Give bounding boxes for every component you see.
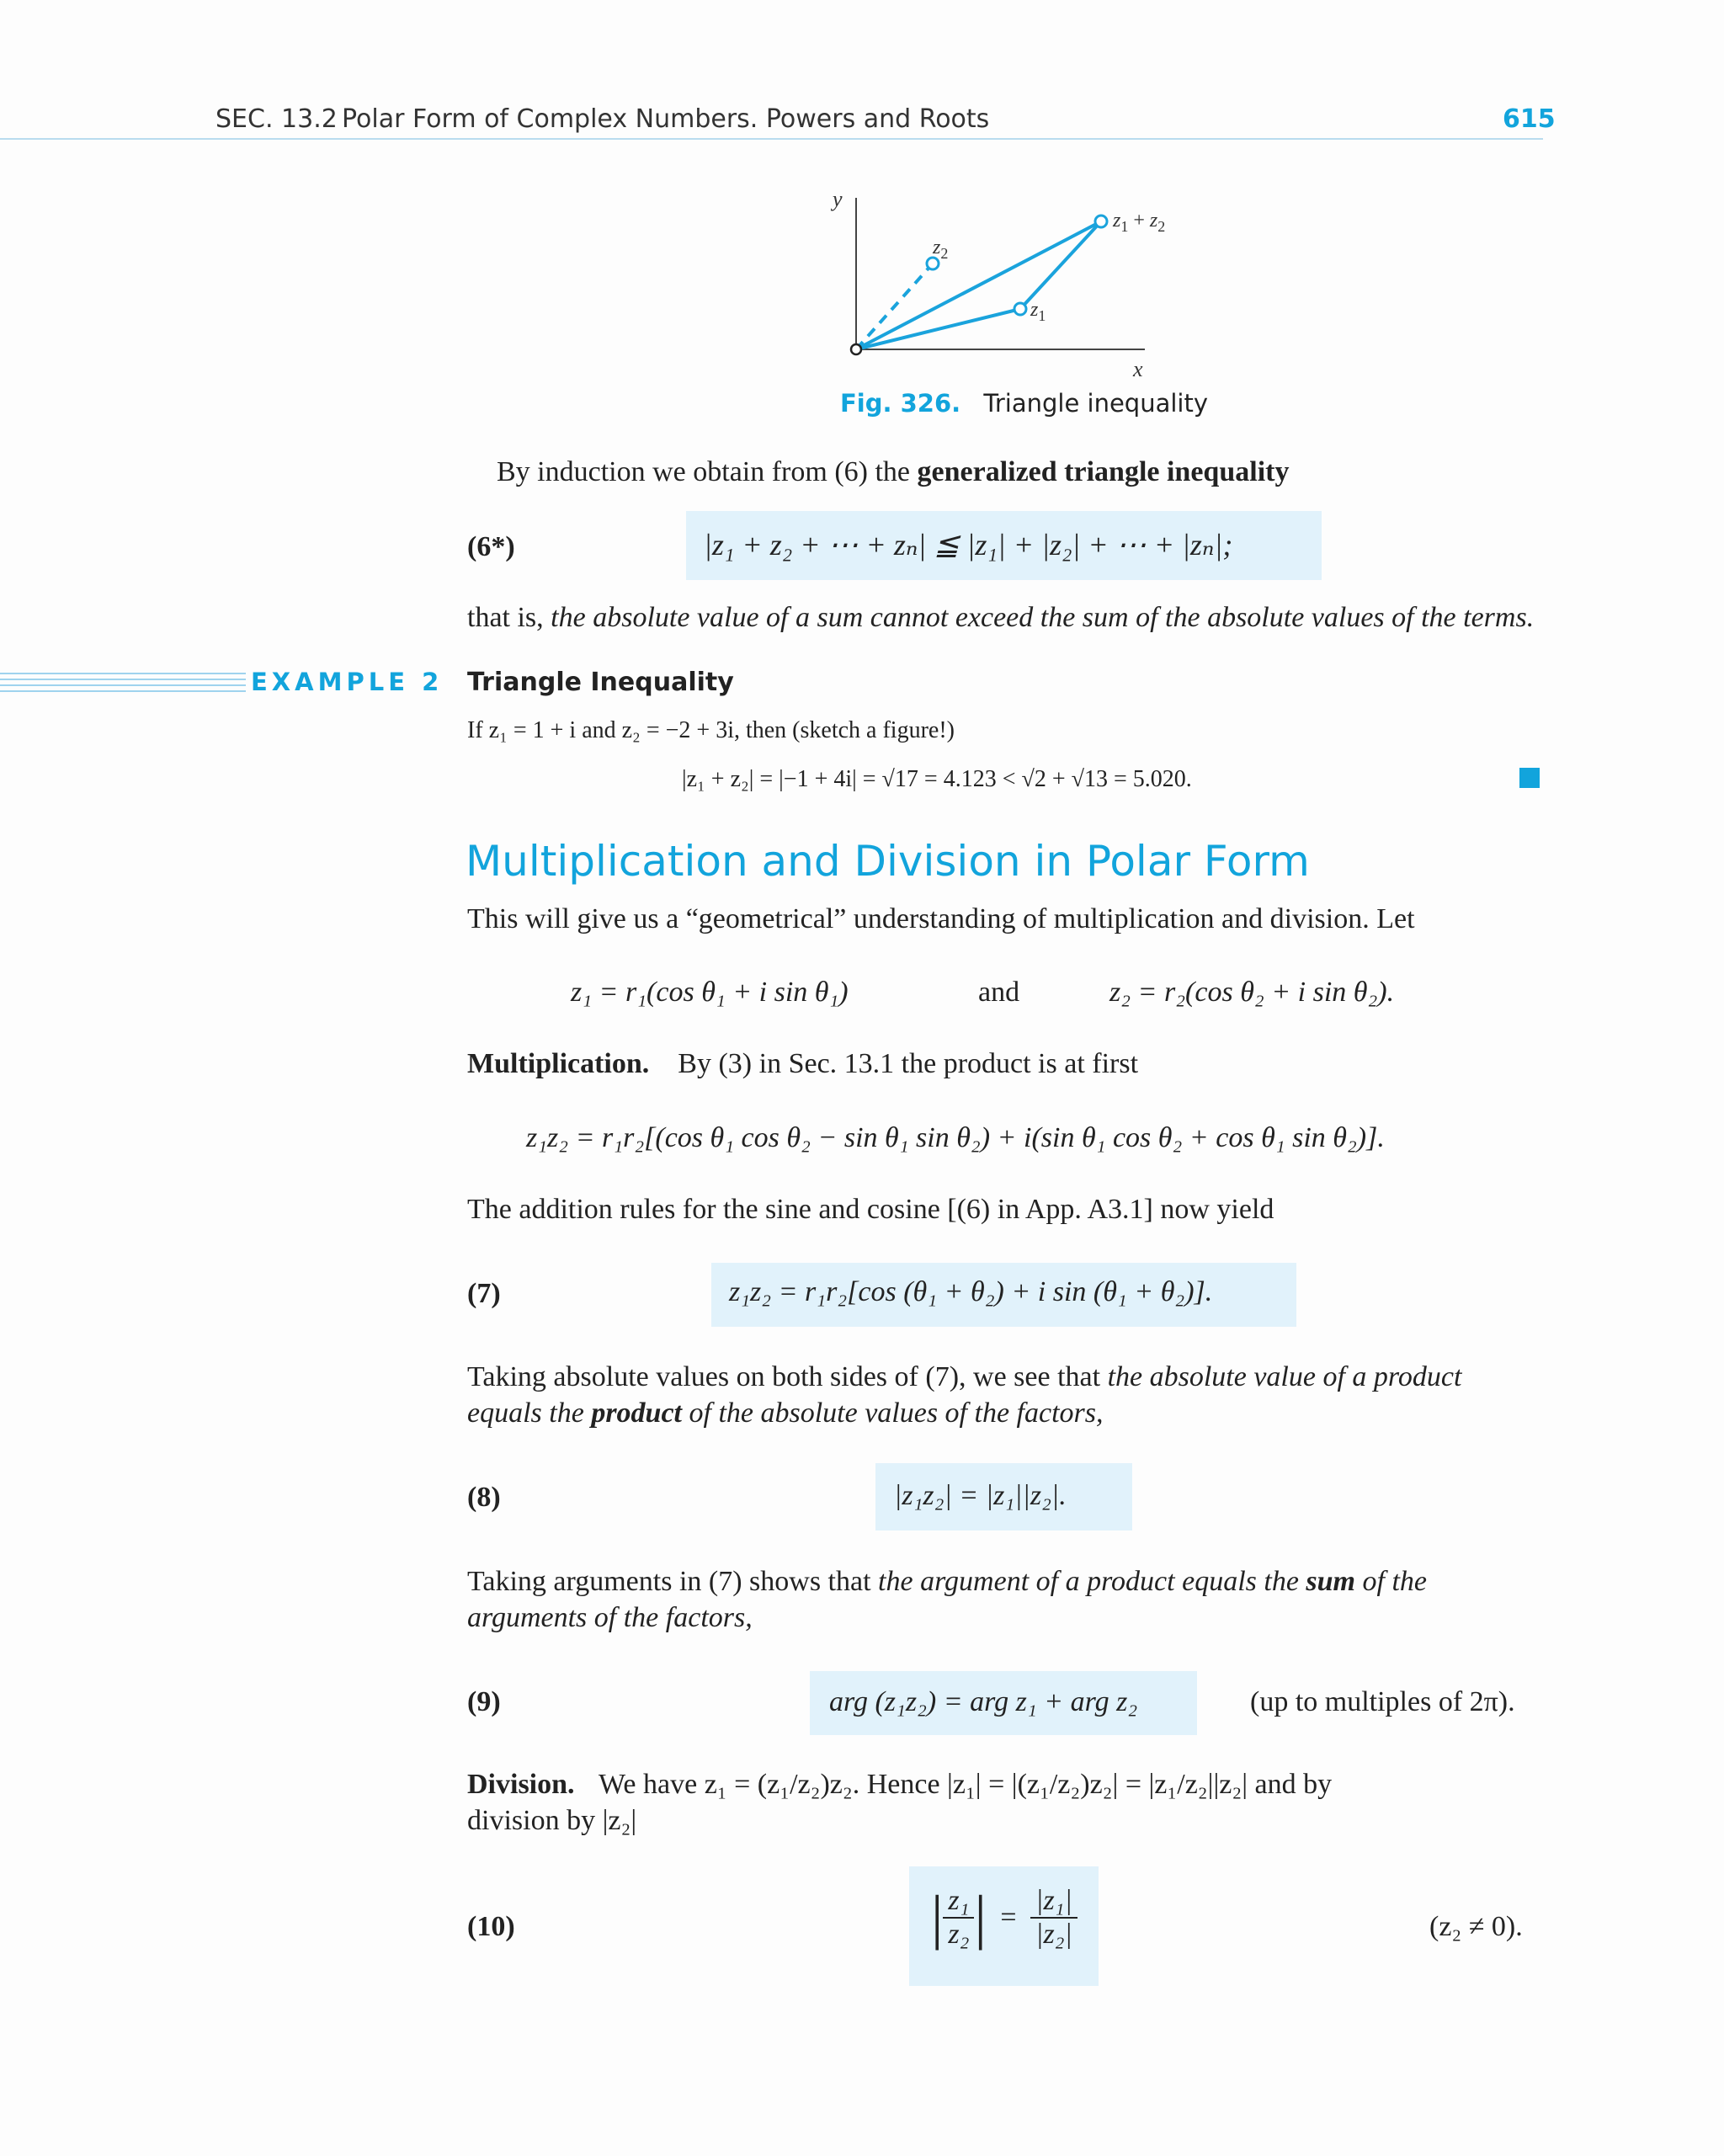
eq10: [931, 1882, 1078, 1952]
p6-bold-italic: sum: [1306, 1566, 1355, 1597]
p1-bold: generalized triangle inequality: [917, 456, 1290, 487]
z1-point: [1014, 303, 1026, 315]
eq10-rhs-num: |z₁|: [1035, 1884, 1072, 1916]
paragraph-abs-product: [467, 1359, 1540, 1431]
p5-italic: the absolute value of a product: [1107, 1361, 1462, 1392]
sum-label: $z_1 + z_2$: [1113, 210, 1166, 235]
eq8: |z₁z₂| = |z₁||z₂|.: [894, 1480, 1067, 1511]
example-line-2: |z₁ + z₂| = |−1 + 4i| = √17 = 4.123 < √2 + √13 = 5.020.: [682, 766, 1192, 792]
eq10-bar-left: |: [931, 1883, 944, 1951]
division-text-2: division by |z₂|: [467, 1805, 637, 1836]
p1-text: By induction we obtain from (6) the: [497, 456, 918, 487]
triangle-inequality-figure: [825, 189, 1195, 383]
paragraph-division: [467, 1766, 1540, 1839]
eq8-label: (8): [467, 1482, 501, 1513]
sum-vector: [856, 221, 1101, 349]
p6-italic-3: arguments of the factors,: [467, 1602, 753, 1633]
figure-caption: [840, 389, 1208, 418]
paragraph-arguments: [467, 1563, 1540, 1636]
p6-italic-2: of the: [1355, 1566, 1427, 1597]
x-axis-label: x: [1133, 357, 1143, 381]
z1-label: $z_1$: [1030, 299, 1046, 324]
paragraph-abs-sum: [467, 602, 1534, 634]
eq10-rhs-den: |z₂|: [1030, 1917, 1078, 1951]
eq6-label: (6*): [467, 531, 515, 562]
running-header-title: Polar Form of Complex Numbers. Powers and Roots: [342, 104, 990, 134]
example-title: Triangle Inequality: [467, 668, 734, 697]
def-z2: z₂ = r₂(cos θ₂ + i sin θ₂).: [1109, 977, 1395, 1008]
example-label: EXAMPLE 2: [246, 668, 448, 696]
eq10-condition: (z₂ ≠ 0).: [1429, 1911, 1523, 1942]
z1-vector: [856, 309, 1020, 349]
paragraph-geometrical: This will give us a “geometrical” understanding of multiplication and division. Let: [467, 903, 1415, 934]
multiplication-text: By (3) in Sec. 13.1 the product is at first: [678, 1048, 1139, 1079]
p5-italic-3: of the absolute values of the factors,: [682, 1397, 1104, 1429]
p5-italic-2: equals the: [467, 1397, 592, 1429]
figure-label: Fig. 326.: [840, 389, 961, 418]
eq10-rhs-fraction: [1030, 1885, 1078, 1951]
p5-bold-italic: product: [591, 1397, 682, 1429]
p2-italic: the absolute value of a sum cannot exceed the sum of the absolute values of the terms.: [551, 602, 1535, 633]
eq7-label: (7): [467, 1278, 501, 1309]
division-text: We have z₁ = (z₁/z₂)z₂. Hence |z₁| = |(z₁/z₂)z₂| = |z₁/z₂||z₂| and by: [599, 1769, 1333, 1800]
figure-caption-text: Triangle inequality: [983, 389, 1208, 418]
eq9: arg (z₁z₂) = arg z₁ + arg z₂: [829, 1686, 1138, 1717]
p5-text: Taking absolute values on both sides of (7), we see that: [467, 1361, 1108, 1392]
y-axis-label: y: [833, 189, 843, 211]
running-header-section: SEC. 13.2: [216, 104, 338, 134]
def-z1: z₁ = r₁(cos θ₁ + i sin θ₁): [571, 977, 849, 1008]
origin-point: [851, 344, 861, 354]
paragraph-generalized: [497, 456, 1289, 488]
p6-text: Taking arguments in (7) shows that: [467, 1566, 879, 1597]
eq10-bar-right: |: [974, 1883, 987, 1951]
p6-italic: the argument of a product equals the: [878, 1566, 1306, 1597]
eq9-note: (up to multiples of 2π).: [1250, 1686, 1515, 1717]
z2-point: [927, 258, 939, 269]
eq10-equals: =: [1000, 1901, 1017, 1933]
multiplication-line: [467, 1048, 1138, 1080]
paragraph-addition-rules: The addition rules for the sine and cosine [(6) in App. A3.1] now yield: [467, 1194, 1274, 1225]
end-of-example-square: [1519, 768, 1540, 788]
p2-text: that is,: [467, 602, 551, 633]
z2-vector: [856, 264, 933, 349]
def-and: and: [978, 977, 1020, 1008]
eq9-label: (9): [467, 1686, 501, 1717]
page-number: 615: [1503, 104, 1556, 134]
eq10-label: (10): [467, 1911, 515, 1942]
product-equation: z₁z₂ = r₁r₂[(cos θ₁ cos θ₂ − sin θ₁ sin θ₂) + i(sin θ₁ cos θ₂ + cos θ₁ sin θ₂)].: [526, 1122, 1385, 1153]
sum-point: [1095, 216, 1107, 227]
eq7: z₁z₂ = r₁r₂[cos (θ₁ + θ₂) + i sin (θ₁ + θ₂)].: [729, 1276, 1213, 1307]
z2-label: $z_2$: [933, 237, 949, 262]
header-rule: [0, 138, 1543, 140]
z2-translated-vector: [1020, 221, 1101, 309]
eq6: |z₁ + z₂ + ⋯ + zₙ| ≦ |z₁| + |z₂| + ⋯ + |zₙ|;: [704, 528, 1233, 562]
section-heading: Multiplication and Division in Polar Form: [466, 837, 1310, 886]
example-line-1: If z₁ = 1 + i and z₂ = −2 + 3i, then (sketch a figure!): [467, 717, 955, 743]
multiplication-bold: Multiplication.: [467, 1048, 650, 1079]
eq10-lhs-fraction: [943, 1885, 974, 1951]
eq10-lhs-den: z₂: [943, 1917, 974, 1951]
division-bold: Division.: [467, 1769, 575, 1800]
eq10-lhs-num: z₁: [948, 1884, 970, 1916]
